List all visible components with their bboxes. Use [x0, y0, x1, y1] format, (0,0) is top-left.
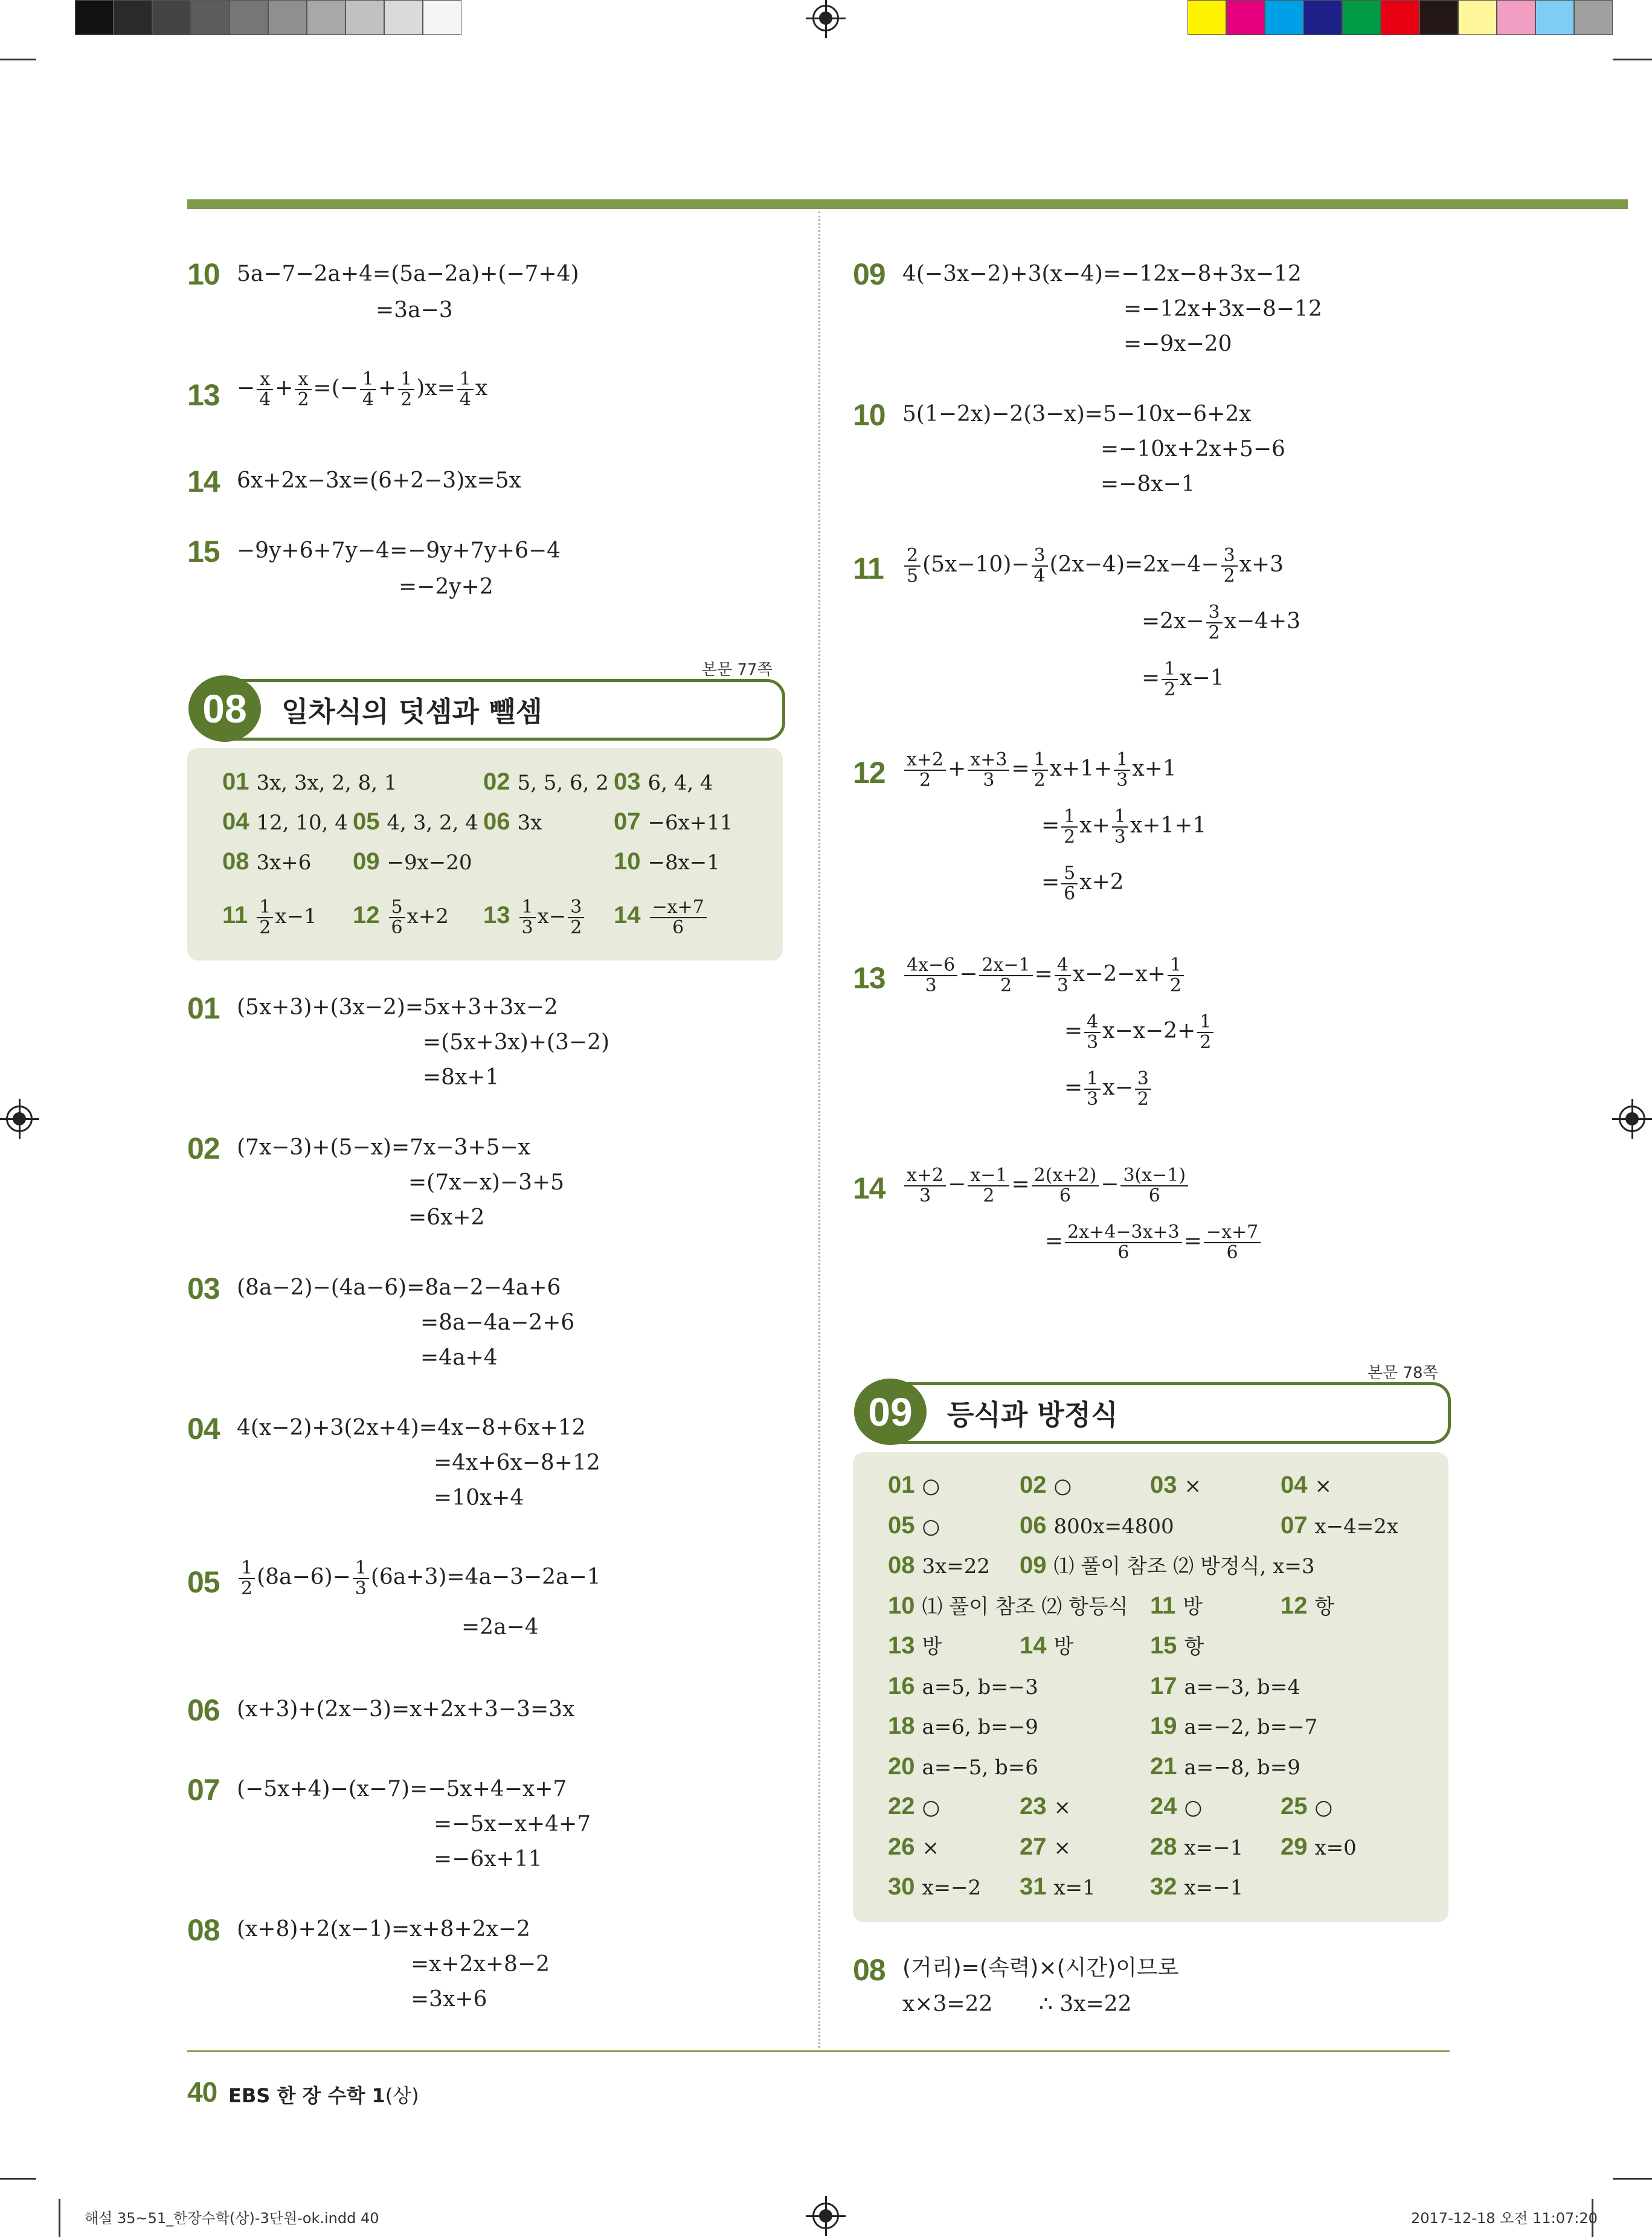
answer-item: 20 a=−5, b=6	[888, 1753, 1038, 1780]
solution-line: = $\frac{1}{2}$ x+ $\frac{1}{3}$ x+1+1	[1041, 806, 1207, 848]
answer-item: 10 ⑴ 풀이 참조 ⑵ 항등식	[888, 1592, 1128, 1619]
answer-item: 13 방	[888, 1632, 942, 1659]
answer-item: 05 ○	[888, 1511, 940, 1539]
answer-item: 05 4, 3, 2, 4	[353, 808, 478, 835]
answer-item: 29 x=0	[1281, 1833, 1357, 1860]
color-swatch	[1303, 0, 1342, 35]
solution-line: =2x− $\frac{3}{2}$ x−4+3	[1142, 602, 1301, 643]
timestamp: 2017-12-18 오전 11:07:20	[1411, 2210, 1598, 2227]
section-number: 08	[188, 675, 261, 742]
page-number: 40	[187, 2076, 217, 2108]
header-rule	[187, 199, 1628, 209]
gray-swatch	[152, 0, 191, 35]
problem-number: 06	[187, 1693, 220, 1727]
problem-number: 10	[187, 257, 220, 291]
solution-line: =−8x−1	[1101, 472, 1195, 497]
problem-number: 01	[187, 991, 220, 1025]
answer-item: 01 3x, 3x, 2, 8, 1	[222, 768, 397, 795]
answer-item: 09 −9x−20	[353, 848, 472, 875]
solution-line: $\frac{2}{5}$ (5x−10)− $\frac{3}{4}$ (2x−4)=2x−4− $\frac{3}{2}$ x+3	[902, 546, 1284, 586]
problem-number: 04	[187, 1412, 220, 1446]
section-title: 일차식의 덧셈과 뺄셈	[281, 695, 542, 728]
page-reference: 본문 77쪽	[702, 661, 773, 679]
color-swatch	[1458, 0, 1497, 35]
answer-item: 27 ×	[1020, 1833, 1071, 1860]
answer-item: 30 x=−2	[888, 1873, 982, 1900]
color-swatch	[1419, 0, 1458, 35]
registration-mark-bottom	[812, 2203, 839, 2229]
problem-number: 08	[853, 1953, 885, 1987]
solution-line: −9y+6+7y−4=−9y+7y+6−4	[237, 538, 561, 563]
file-info: 해설 35~51_한장수학(상)-3단원-ok.indd 40	[85, 2210, 379, 2227]
answer-item: 21 a=−8, b=9	[1150, 1753, 1300, 1780]
answer-item: 16 a=5, b=−3	[888, 1672, 1038, 1699]
footer-rule	[187, 2050, 1450, 2052]
solution-line: =8a−4a−2+6	[420, 1310, 575, 1335]
solution-line: (x+8)+2(x−1)=x+8+2x−2	[237, 1917, 530, 1942]
problem-number: 10	[853, 398, 885, 432]
solution-line: =−10x+2x+5−6	[1101, 437, 1285, 462]
answer-item: 18 a=6, b=−9	[888, 1713, 1038, 1739]
problem-number: 02	[187, 1131, 220, 1165]
answer-item: 06 800x=4800	[1020, 1511, 1174, 1539]
solution-line: 5(1−2x)−2(3−x)=5−10x−6+2x	[902, 402, 1252, 426]
answer-item: 14 방	[1020, 1632, 1074, 1659]
gray-swatch	[307, 0, 346, 35]
problem-number: 12	[853, 756, 885, 790]
solution-line: =−2y+2	[399, 575, 493, 599]
answer-item: 12 $\frac{5}{6}$ x+2	[353, 896, 449, 938]
solution-line: =3x+6	[411, 1987, 487, 2012]
column-divider	[818, 211, 820, 2048]
answer-item: 08 3x+6	[222, 848, 312, 875]
answer-item: 02 5, 5, 6, 2	[483, 768, 609, 795]
color-swatch	[1342, 0, 1381, 35]
solution-line: − $\frac{x}{4}$ + $\frac{x}{2}$ =(− $\frac{1}{4}$ + $\frac{1}{2}$ )x= $\frac{1}{4}$ x	[237, 369, 488, 410]
answer-item: 26 ×	[888, 1833, 939, 1860]
solution-line: = $\frac{5}{6}$ x+2	[1041, 863, 1124, 904]
solution-line: (−5x+4)−(x−7)=−5x+4−x+7	[237, 1777, 567, 1801]
solution-line: =−9x−20	[1123, 332, 1232, 356]
color-swatch	[1535, 0, 1574, 35]
answer-item: 03 ×	[1150, 1472, 1201, 1498]
color-swatch	[1381, 0, 1419, 35]
solution-line: =4x+6x−8+12	[434, 1450, 600, 1475]
problem-number: 13	[187, 378, 220, 412]
answer-item: 12 항	[1281, 1592, 1335, 1619]
solution-line: = $\frac{1}{2}$ x−1	[1142, 658, 1224, 700]
solution-line: (5x+3)+(3x−2)=5x+3+3x−2	[237, 995, 558, 1020]
answer-item: 03 6, 4, 4	[614, 768, 713, 795]
gray-swatch	[114, 0, 152, 35]
solution-line: (7x−3)+(5−x)=7x−3+5−x	[237, 1135, 530, 1160]
solution-line: =(5x+3x)+(3−2)	[423, 1030, 610, 1055]
solution-line: x×3=22	[902, 1992, 993, 2017]
problem-number: 15	[187, 535, 220, 568]
gray-swatch	[346, 0, 384, 35]
answer-item: 17 a=−3, b=4	[1150, 1672, 1300, 1699]
gray-swatch	[423, 0, 461, 35]
solution-line: = $\frac{1}{3}$ x− $\frac{3}{2}$	[1064, 1069, 1153, 1109]
problem-number: 05	[187, 1565, 220, 1599]
problem-number: 13	[853, 961, 885, 995]
problem-number: 14	[187, 465, 220, 498]
answer-item: 22 ○	[888, 1793, 940, 1820]
solution-line: = $\frac{2x+4-3x+3}{6}$ = $\frac{-x+7}{6}$	[1045, 1223, 1262, 1263]
problem-number: 08	[187, 1913, 220, 1947]
answer-item: 04 ×	[1281, 1472, 1332, 1498]
book-title: EBS 한 장 수학 1(상)	[228, 2084, 419, 2107]
gray-swatch	[75, 0, 114, 35]
problem-number: 11	[853, 552, 884, 585]
solution-line: =(7x−x)−3+5	[408, 1170, 565, 1195]
solution-line: =3a−3	[376, 298, 453, 323]
solution-line: = $\frac{4}{3}$ x−x−2+ $\frac{1}{2}$	[1064, 1012, 1215, 1052]
answer-item: 23 ×	[1020, 1793, 1071, 1820]
answer-item: 04 12, 10, 4	[222, 808, 348, 835]
solution-line: =8x+1	[423, 1065, 500, 1090]
solution-line: 4(x−2)+3(2x+4)=4x−8+6x+12	[237, 1415, 586, 1440]
page-reference: 본문 78쪽	[1368, 1364, 1438, 1382]
crop-mark	[0, 2178, 36, 2180]
answer-item: 08 3x=22	[888, 1552, 991, 1579]
answer-item: 11 방	[1150, 1592, 1203, 1619]
solution-line: =−5x−x+4+7	[434, 1812, 591, 1836]
color-swatch	[1265, 0, 1303, 35]
answer-item: 13 $\frac{1}{3}$ x− $\frac{3}{2}$	[483, 898, 586, 938]
solution-line: (거리)=(속력)×(시간)이므로	[902, 1955, 1179, 1980]
solution-line: ∴ 3x=22	[1039, 1992, 1132, 2017]
registration-mark-right	[1619, 1106, 1645, 1132]
registration-mark-top	[812, 5, 839, 31]
solution-line: =−6x+11	[434, 1847, 542, 1872]
gray-swatch	[191, 0, 230, 35]
solution-line: $\frac{x+2}{2}$ + $\frac{x+3}{3}$ = $\frac{1}{2}$ x+1+ $\frac{1}{3}$ x+1	[902, 750, 1177, 790]
color-swatch	[1188, 0, 1226, 35]
crop-mark	[59, 2199, 60, 2237]
solution-line: (x+3)+(2x−3)=x+2x+3−3=3x	[237, 1697, 575, 1722]
section-number: 09	[854, 1379, 927, 1445]
solution-line: =x+2x+8−2	[411, 1952, 550, 1977]
problem-number: 14	[853, 1171, 885, 1205]
answer-item: 06 3x	[483, 808, 542, 835]
answer-item: 09 ⑴ 풀이 참조 ⑵ 방정식, x=3	[1020, 1552, 1315, 1579]
registration-mark-left	[6, 1106, 33, 1132]
crop-mark	[1613, 59, 1652, 60]
solution-line: =10x+4	[434, 1485, 524, 1510]
answer-item: 25 ○	[1281, 1793, 1333, 1820]
solution-line: =4a+4	[420, 1345, 498, 1370]
solution-line: =2a−4	[461, 1615, 539, 1640]
solution-line: =−12x+3x−8−12	[1123, 297, 1322, 321]
solution-line: $\frac{x+2}{3}$ − $\frac{x-1}{2}$ = $\frac{2(x+2)}{6}$ − $\frac{3(x-1)}{6}$	[902, 1166, 1190, 1206]
answer-item: 24 ○	[1150, 1793, 1203, 1820]
solution-line: 6x+2x−3x=(6+2−3)x=5x	[237, 468, 521, 493]
answer-item: 10 −8x−1	[614, 848, 720, 875]
answer-item: 01 ○	[888, 1472, 940, 1498]
answer-item: 14 $\frac{-x+7}{6}$	[614, 898, 709, 938]
solution-line: $\frac{1}{2}$ (8a−6)− $\frac{1}{3}$ (6a+3)=4a−3−2a−1	[237, 1559, 601, 1598]
gray-swatch	[384, 0, 423, 35]
color-swatch	[1574, 0, 1613, 35]
solution-line: 4(−3x−2)+3(x−4)=−12x−8+3x−12	[902, 262, 1302, 286]
solution-line: $\frac{4x-6}{3}$ − $\frac{2x-1}{2}$ = $\frac{4}{3}$ x−2−x+ $\frac{1}{2}$	[902, 956, 1186, 996]
section-title: 등식과 방정식	[947, 1399, 1118, 1431]
answer-item: 15 항	[1150, 1632, 1204, 1659]
solution-line: 5a−7−2a+4=(5a−2a)+(−7+4)	[237, 262, 579, 286]
answer-item: 28 x=−1	[1150, 1833, 1244, 1860]
answer-item: 32 x=−1	[1150, 1873, 1244, 1900]
problem-number: 07	[187, 1773, 220, 1807]
answer-item: 07 x−4=2x	[1281, 1511, 1399, 1539]
color-swatch	[1226, 0, 1265, 35]
answer-item: 11 $\frac{1}{2}$ x−1	[222, 896, 317, 938]
answer-item: 19 a=−2, b=−7	[1150, 1713, 1318, 1739]
crop-mark	[0, 59, 36, 60]
answer-item: 07 −6x+11	[614, 808, 733, 835]
gray-swatch	[230, 0, 268, 35]
problem-number: 09	[853, 257, 885, 291]
solution-line: =6x+2	[408, 1205, 485, 1230]
problem-number: 03	[187, 1272, 220, 1305]
gray-swatch	[268, 0, 307, 35]
answer-item: 31 x=1	[1020, 1873, 1096, 1900]
solution-line: (8a−2)−(4a−6)=8a−2−4a+6	[237, 1275, 561, 1300]
answer-item: 02 ○	[1020, 1472, 1072, 1498]
crop-mark	[1613, 2178, 1652, 2180]
color-swatch	[1497, 0, 1535, 35]
